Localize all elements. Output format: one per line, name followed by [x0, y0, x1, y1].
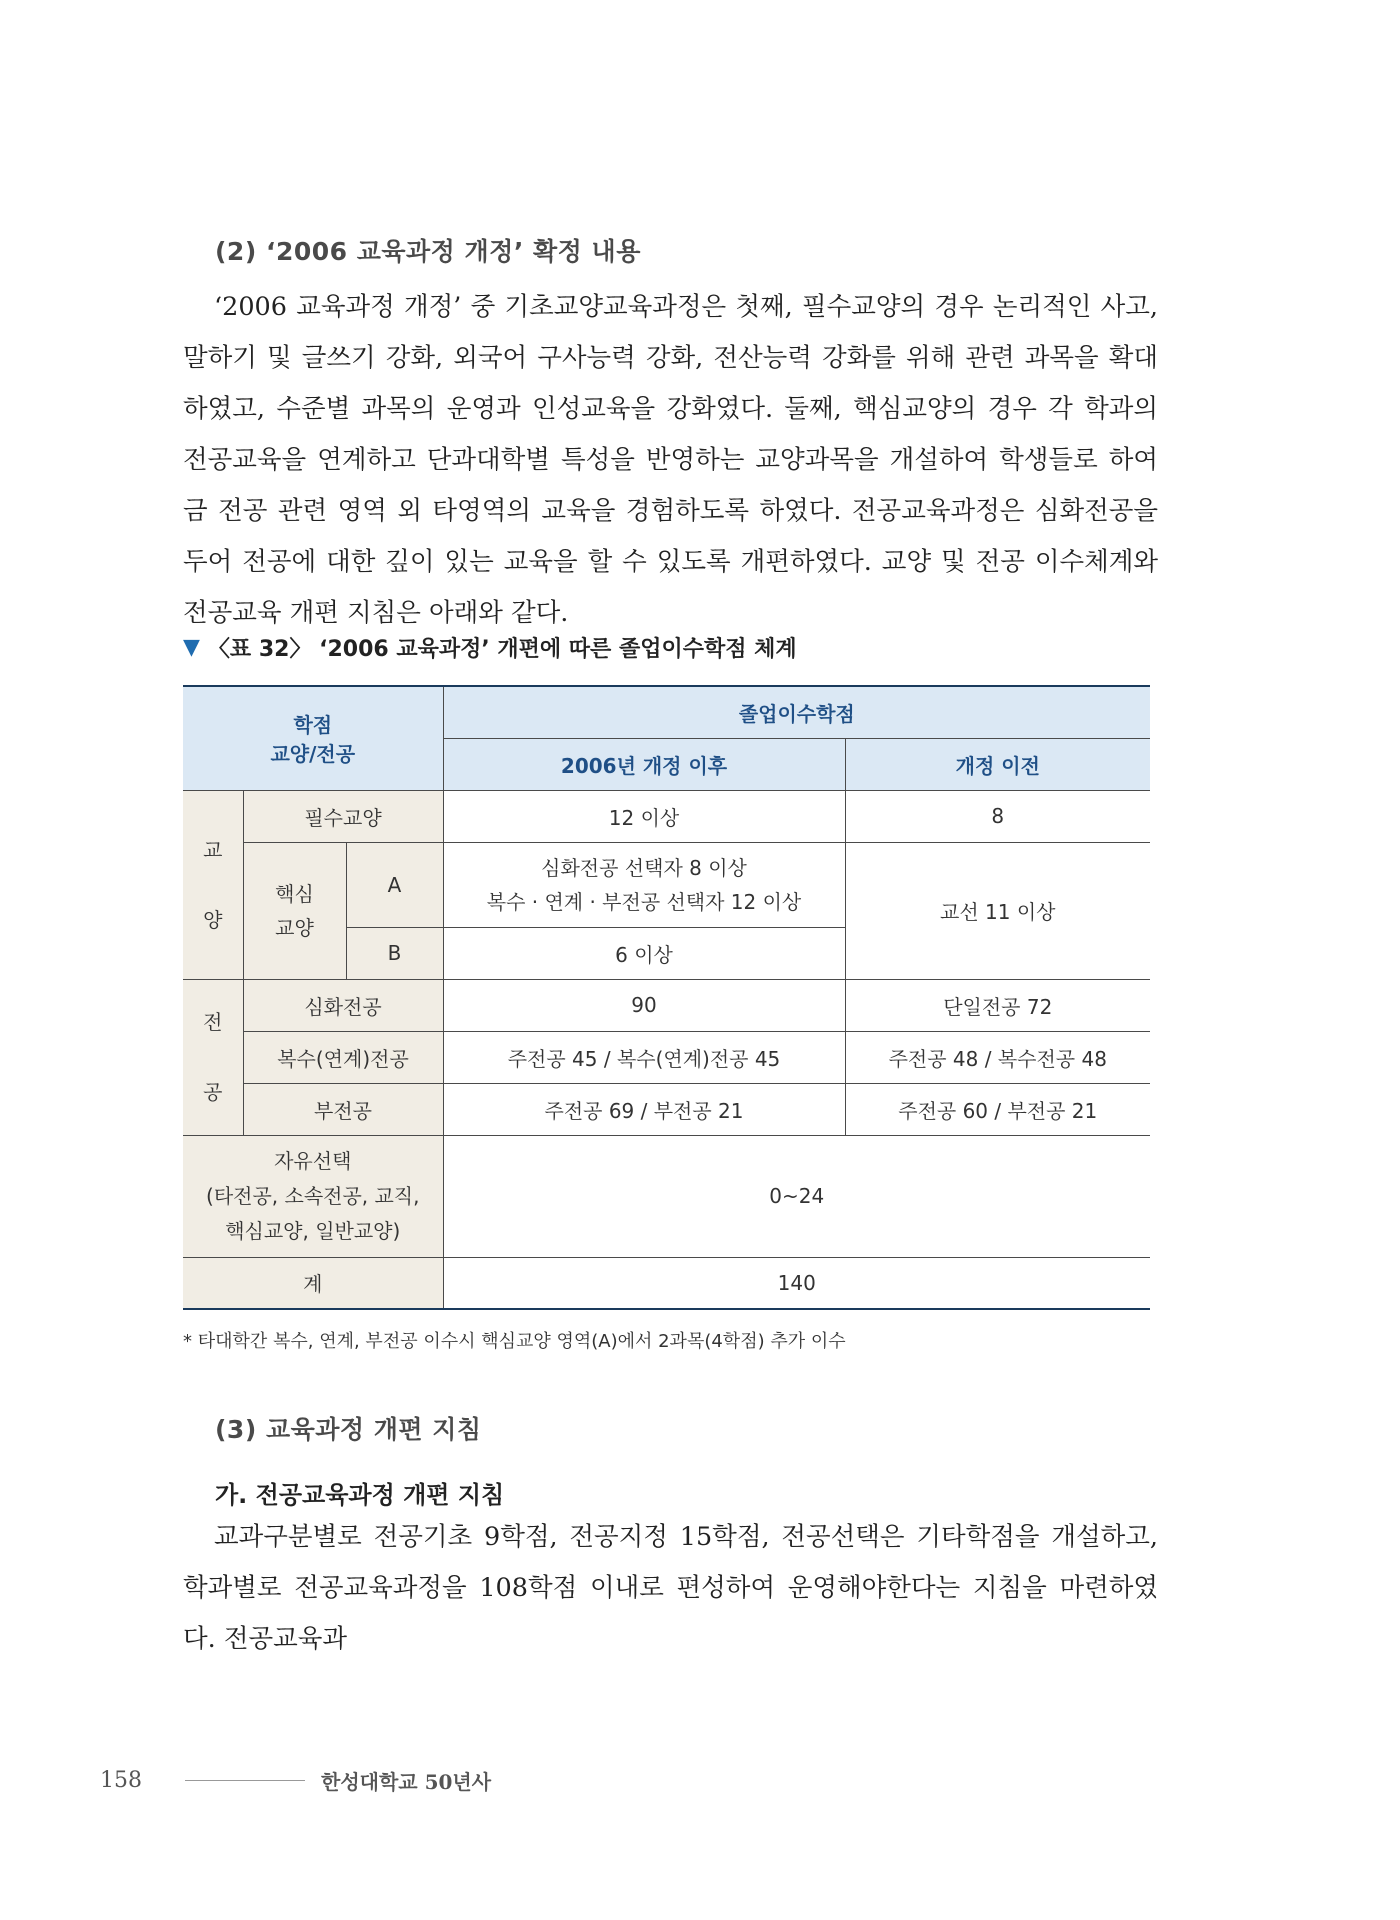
required-before: 8 — [845, 790, 1150, 842]
required-label: 필수교양 — [243, 790, 443, 842]
double-before: 주전공 48 / 복수전공 48 — [845, 1031, 1150, 1083]
table-caption-text: 〈표 32〉 ‘2006 교육과정’ 개편에 따른 졸업이수학점 체계 — [207, 637, 797, 662]
minor-before: 주전공 60 / 부전공 21 — [845, 1083, 1150, 1135]
total-value: 140 — [443, 1257, 1150, 1309]
double-label: 복수(연계)전공 — [243, 1031, 443, 1083]
intensive-before: 단일전공 72 — [845, 979, 1150, 1031]
section-paragraph: 교과구분별로 전공기초 9학점, 전공지정 15학점, 전공선택은 기타학점을 개설하고, 학과별로 전공교육과정을 108학점 이내로 편성하여 운영해야한다는 지침을 마련하였다. 전공교육과 — [183, 1522, 1158, 1654]
required-after: 12 이상 — [443, 790, 845, 842]
core-a-label: A — [346, 842, 443, 927]
core-b-after: 6 이상 — [443, 927, 845, 979]
section-heading: (3) 교육과정 개편 지침 — [215, 1415, 482, 1444]
minor-label: 부전공 — [243, 1083, 443, 1135]
double-after: 주전공 45 / 복수(연계)전공 45 — [443, 1031, 845, 1083]
page-number: 158 — [100, 1768, 142, 1793]
section-heading: (2) ‘2006 교육과정 개정’ 확정 내용 — [215, 237, 641, 266]
section-paragraph: ‘2006 교육과정 개정’ 중 기초교양교육과정은 첫째, 필수교양의 경우 논리적인 사고, 말하기 및 글쓰기 강화, 외국어 구사능력 강화, 전산능력 강화를 위해 관련 과목을 확대하였고, 수준별 과목의 운영과 인성교육을 강화였다. 둘째, 핵심교양의 경우 각 학과의 전공교육을 연계하고 단과대학별 특성을 반영하는 교양과목을 개설하여 학생들로 하여금 전공 관련 영역 외 타영역의 교육을 경험하도록 하였다. 전공교육과정은 심화전공을 두어 전공에 대한 깊이 있는 교육을 할 수 있도록 개편하였다. 교양 및 전공 이수체계와 전공교육 개편 지침은 아래와 같다. — [183, 292, 1158, 628]
core-before: 교선 11 이상 — [845, 842, 1150, 979]
core-b-label: B — [346, 927, 443, 979]
subsection-heading: 가. 전공교육과정 개편 지침 — [215, 1481, 505, 1509]
header-group: 졸업이수학점 — [443, 686, 1150, 738]
header-col-after: 2006년 개정 이후 — [443, 738, 845, 790]
table-note: * 타대학간 복수, 연계, 부전공 이수시 핵심교양 영역(A)에서 2과목(4학점) 추가 이수 — [183, 1331, 846, 1352]
header-col-before: 개정 이전 — [845, 738, 1150, 790]
page-footer — [100, 1766, 491, 1795]
footer-divider — [185, 1780, 305, 1781]
core-label: 핵심 교양 — [243, 842, 346, 979]
triangle-marker-icon: ▼ — [183, 635, 200, 660]
book-title: 한성대학교 50년사 — [321, 1770, 492, 1794]
free-label: 자유선택 (타전공, 소속전공, 교직, 핵심교양, 일반교양) — [183, 1135, 443, 1257]
table-caption — [183, 632, 797, 663]
credits-table — [183, 685, 1150, 1310]
minor-after: 주전공 69 / 부전공 21 — [443, 1083, 845, 1135]
liberal-side-label: 교 양 — [183, 790, 243, 979]
total-label: 계 — [183, 1257, 443, 1309]
major-side-label: 전 공 — [183, 979, 243, 1135]
core-a-after: 심화전공 선택자 8 이상 복수 · 연계 · 부전공 선택자 12 이상 — [443, 842, 845, 927]
intensive-label: 심화전공 — [243, 979, 443, 1031]
header-corner: 학점 교양/전공 — [183, 686, 443, 790]
intensive-after: 90 — [443, 979, 845, 1031]
free-value: 0~24 — [443, 1135, 1150, 1257]
